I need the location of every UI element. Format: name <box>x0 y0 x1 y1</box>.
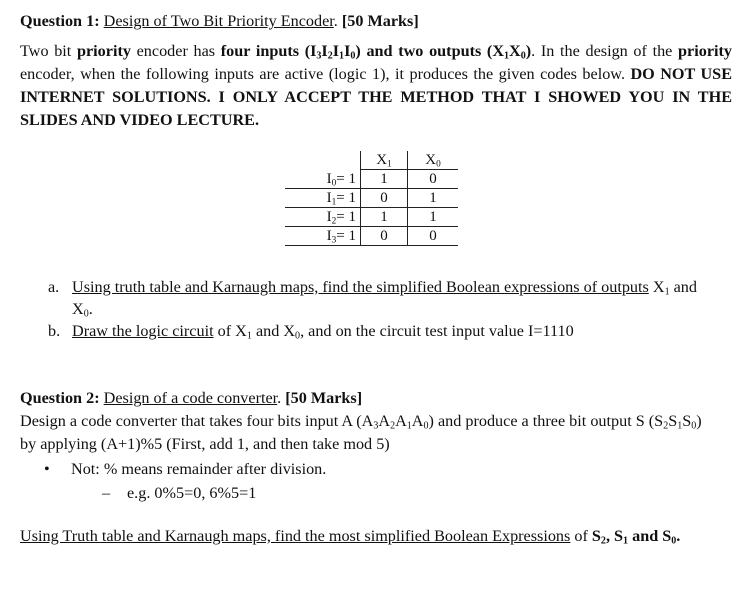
dash-marker: – <box>102 484 111 502</box>
cell-x0: 0 <box>408 227 459 246</box>
part-b-text: Draw the logic circuit <box>72 322 214 340</box>
q2-line1: Design a code converter that takes four bits input A $(A_3A_2A_1A_0)$ and produce a three bit output S $(S_2S_1S_0)$ <box>20 412 702 432</box>
q2-title: Design of a code converter <box>103 389 278 407</box>
truth-table <box>285 151 458 246</box>
q2-heading: Question 2: Design of a code converter. [50 Marks] <box>20 389 363 407</box>
row-input: $I_3= 1$ <box>285 227 361 246</box>
q2-marks: [50 Marks] <box>285 389 363 407</box>
cell-x1: 1 <box>361 208 408 227</box>
part-a-text: Using truth table and Karnaugh maps, find the simplified Boolean expressions of outputs <box>72 278 649 296</box>
q2-label: Question 2: <box>20 389 100 407</box>
q1-marks: [50 Marks] <box>341 12 419 30</box>
q2-final-underlined: Using Truth table and Karnaugh maps, find the most simplified Boolean Expressions <box>20 527 571 545</box>
table-row <box>285 170 458 189</box>
bullet-text: Not: % means remainder after division. <box>71 460 327 478</box>
header-x0: $X_0$ <box>408 151 459 170</box>
header-x1: $X_1$ <box>361 151 408 170</box>
q1-heading: Question 1: Design of Two Bit Priority Encoder. [50 Marks] <box>20 12 419 30</box>
table-row <box>285 208 458 227</box>
q1-title: Design of Two Bit Priority Encoder <box>103 12 334 30</box>
part-a-marker: a. <box>48 278 60 296</box>
cell-x1: 0 <box>361 189 408 208</box>
q2-final: Using Truth table and Karnaugh maps, find the most simplified Boolean Expressions of $S_2$, $S_1$ and $S_0$. <box>20 527 681 547</box>
table-header-row <box>285 151 458 170</box>
part-b-marker: b. <box>48 322 61 340</box>
row-input: $I_0= 1$ <box>285 170 361 189</box>
warning-text: DO NOT USE INTERNET SOLUTIONS. I ONLY ACCEPT THE METHOD THAT I SHOWED YOU IN THE SLIDES AND VIDEO LECTURE. <box>20 65 732 129</box>
q2-line2: by applying (A+1)%5 (First, add 1, and then take mod 5) <box>20 435 390 453</box>
table-corner <box>285 151 361 170</box>
cell-x1: 1 <box>361 170 408 189</box>
row-input: $I_2= 1$ <box>285 208 361 227</box>
table-row <box>285 189 458 208</box>
cell-x0: 0 <box>408 170 459 189</box>
table-row <box>285 227 458 246</box>
bullet-marker: • <box>44 460 50 478</box>
row-input: $I_1= 1$ <box>285 189 361 208</box>
q1-intro: Two bit priority encoder has four inputs $(I_3I_2I_1I_0)$ and two outputs $(X_1X_0)$. In the design of the priority encoder, when the following inputs are active (logic 1), it produces the given codes below. DO NOT USE INTERNET SOLUTIONS. I ONLY ACCEPT THE METHOD THAT I SHOWED YOU IN THE SLIDES AND VIDEO LECTURE. <box>20 42 732 129</box>
cell-x0: 1 <box>408 208 459 227</box>
cell-x1: 0 <box>361 227 408 246</box>
cell-x0: 1 <box>408 189 459 208</box>
q1-label: Question 1: <box>20 12 100 30</box>
dash-text: e.g. 0%5=0, 6%5=1 <box>127 484 257 502</box>
